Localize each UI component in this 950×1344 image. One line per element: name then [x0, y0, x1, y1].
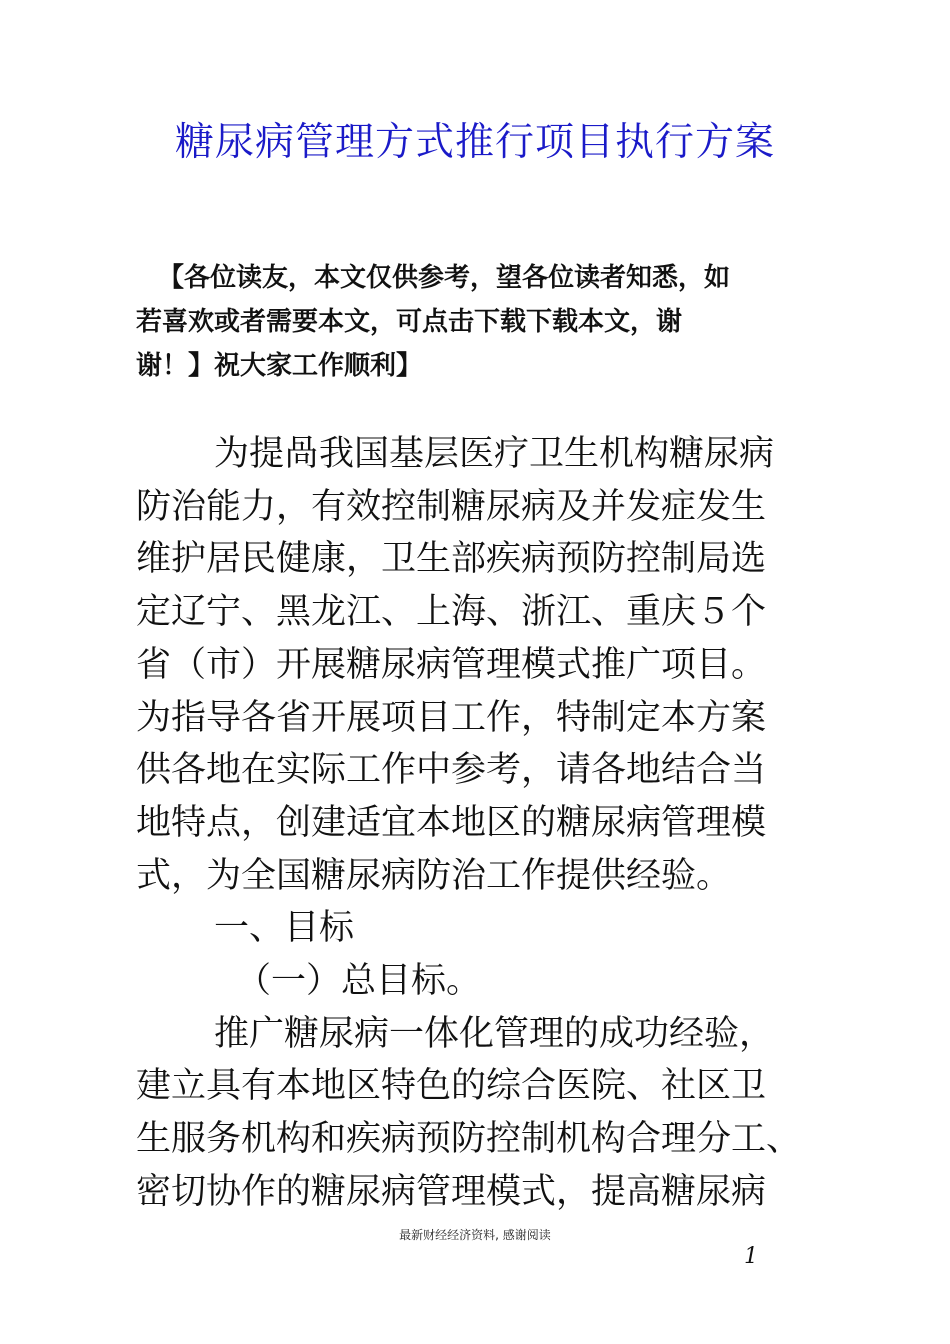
paragraph-line: 密切协作的糖尿病管理模式，提高糖尿病: [136, 1171, 767, 1212]
paragraph-line: 为提咼我国基层医疗卫生机构糖尿病: [214, 434, 775, 474]
paragraph-line: 定辽宁、黑龙江、上海、浙江、重庆５个: [136, 592, 767, 633]
page-number: 1: [744, 1244, 758, 1269]
paragraph-line: 地特点，创建适宜本地区的糖尿病管理模: [136, 802, 767, 843]
notice-line: 【各位读友，本文仅供参考，望各位读者知悉，如: [158, 263, 731, 293]
paragraph-line: 推广糖尿病一体化管理的成功经验，: [214, 1013, 775, 1054]
paragraph-line: 防治能力，有效控制糖尿病及并发症发生: [136, 486, 767, 527]
paragraph-line: 建立具有本地区特色的综合医院、社区卫: [136, 1066, 767, 1107]
page-footer: 最新财经经济资料, 感谢阅读: [399, 1228, 551, 1242]
reader-notice: [136, 256, 836, 388]
paragraph-line: 式，为全国糖尿病防治工作提供经验。: [136, 855, 732, 896]
paragraph-line: 维护居民健康，卫生部疾病预防控制局选: [136, 539, 767, 580]
notice-line: 谢！】祝大家工作顺利】: [136, 351, 423, 381]
document-body: [136, 428, 856, 1219]
notice-line: 若喜欢或者需要本文，可点击下载下载本文，谢: [136, 307, 683, 337]
sub-heading: （一）总目标。: [236, 961, 482, 1002]
paragraph-line: 供各地在实际工作中参考，请各地结合当: [136, 750, 767, 791]
paragraph-line: 为指导各省开展项目工作，特制定本方案: [136, 697, 767, 738]
paragraph-line: 生服务机构和疾病预防控制机构合理分工、: [136, 1119, 802, 1160]
document-title: 糖尿病管理方式推行项目执行方案: [174, 120, 775, 165]
section-heading: 一、目标: [214, 908, 355, 949]
paragraph-line: 省（市）开展糖尿病管理模式推广项目。: [136, 644, 767, 685]
